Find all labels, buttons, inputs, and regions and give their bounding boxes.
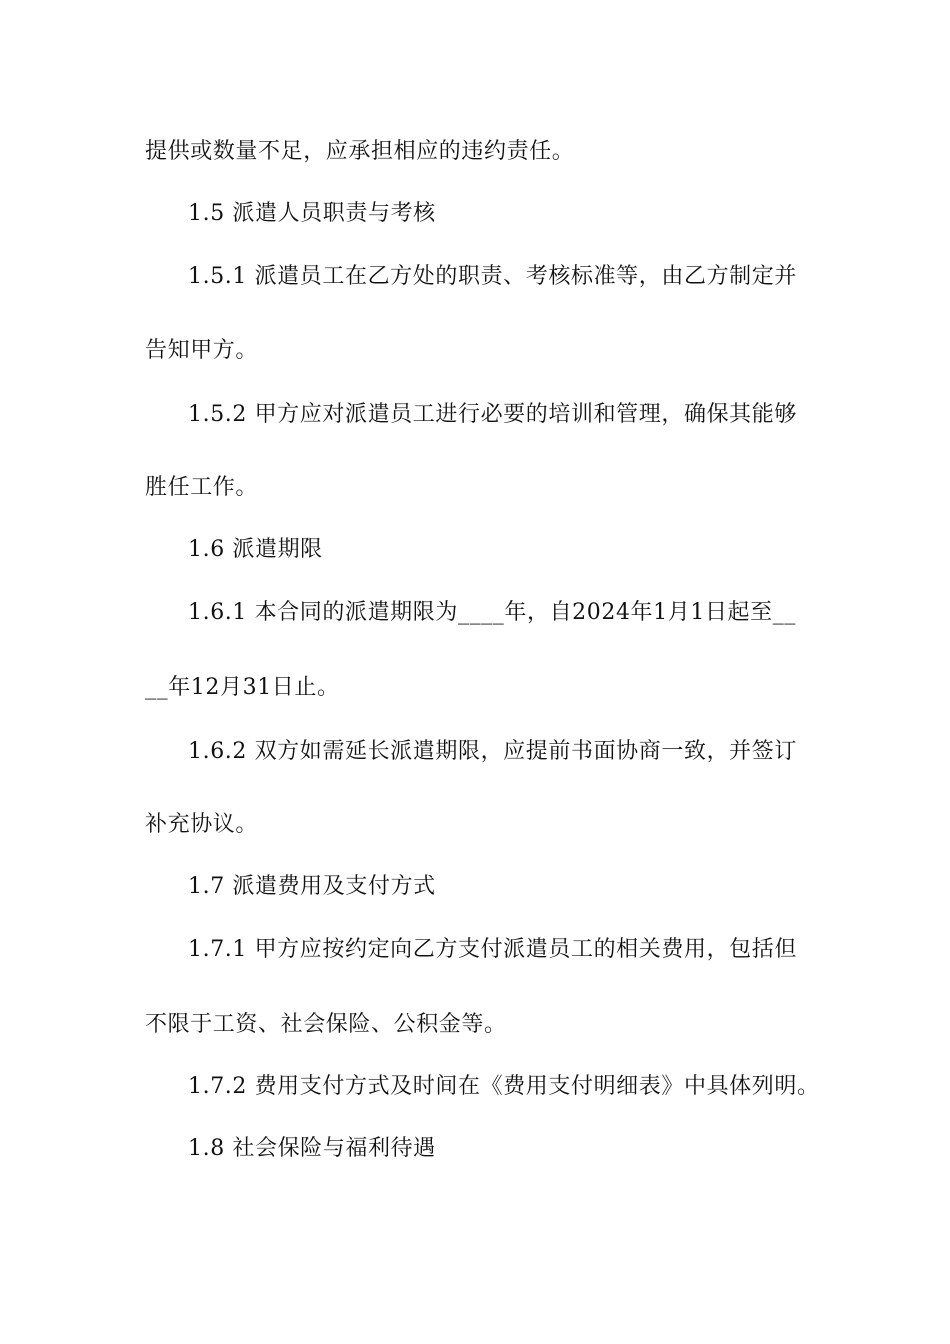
line-text: 1.5.2 甲方应对派遣员工进行必要的培训和管理，确保其能够 <box>188 402 797 427</box>
clause-1-5-2 <box>0 400 950 430</box>
clause-1-6-1 <box>0 598 950 628</box>
clause-1-5-1 <box>0 262 950 292</box>
clause-1-6-2-continuation <box>0 810 950 840</box>
line-text: 1.8 社会保险与福利待遇 <box>188 1136 436 1161</box>
clause-1-6-1-continuation <box>0 673 950 703</box>
line-text: 1.6.2 双方如需延长派遣期限，应提前书面协商一致，并签订 <box>188 739 797 764</box>
line-text: 告知甲方。 <box>145 338 259 363</box>
clause-1-7-1-continuation <box>0 1010 950 1040</box>
clause-1-7-1 <box>0 935 950 965</box>
line-text: 1.7.1 甲方应按约定向乙方支付派遣员工的相关费用，包括但 <box>188 937 797 962</box>
line-text: __年12月31日止。 <box>145 675 340 700</box>
section-heading-1-5 <box>0 199 950 229</box>
line-text: 1.5 派遣人员职责与考核 <box>188 201 436 226</box>
line-text: 提供或数量不足，应承担相应的违约责任。 <box>145 139 575 164</box>
section-heading-1-7 <box>0 872 950 902</box>
section-heading-1-8 <box>0 1134 950 1164</box>
clause-1-5-2-continuation <box>0 473 950 503</box>
clause-1-7-2 <box>0 1072 950 1102</box>
clause-1-6-2 <box>0 737 950 767</box>
line-text: 胜任工作。 <box>145 475 259 500</box>
line-text: 1.7 派遣费用及支付方式 <box>188 874 436 899</box>
paragraph-continuation <box>0 137 950 167</box>
clause-1-5-1-continuation <box>0 336 950 366</box>
line-text: 1.6 派遣期限 <box>188 537 323 562</box>
section-heading-1-6 <box>0 535 950 565</box>
line-text: 补充协议。 <box>145 812 259 837</box>
line-text: 1.7.2 费用支付方式及时间在《费用支付明细表》中具体列明。 <box>188 1074 820 1099</box>
line-text: 不限于工资、社会保险、公积金等。 <box>145 1012 507 1037</box>
line-text: 1.6.1 本合同的派遣期限为____年，自2024年1月1日起至__ <box>188 600 796 625</box>
line-text: 1.5.1 派遣员工在乙方处的职责、考核标准等，由乙方制定并 <box>188 264 797 289</box>
